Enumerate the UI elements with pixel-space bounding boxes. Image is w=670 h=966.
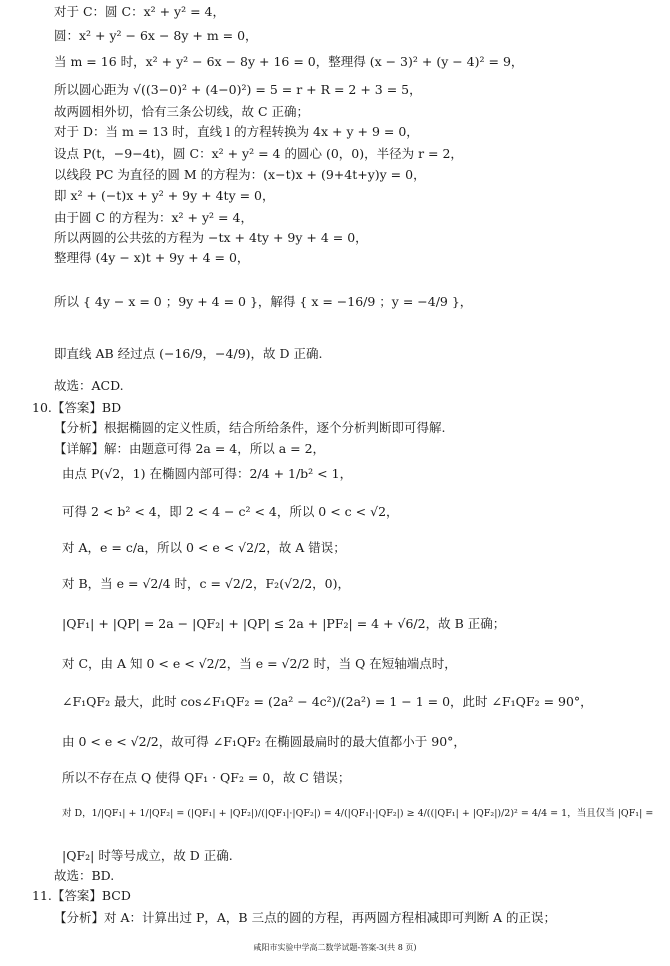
text-line: 所以圆心距为 √((3−0)² + (4−0)²) = 5 = r + R = 2 + 3 = 5， <box>54 82 422 97</box>
text-line: 对于 D：当 m = 13 时，直线 l 的方程转换为 4x + y + 9 = 0， <box>54 124 419 139</box>
detail-line: 【详解】解：由题意可得 2a = 4，所以 a = 2， <box>54 441 326 456</box>
text-line: 整理得 (4y − x)t + 9y + 4 = 0， <box>54 250 250 265</box>
text-line: 由点 P(√2，1) 在椭圆内部可得：2/4 + 1/b² < 1， <box>62 466 353 481</box>
text-line: 所以 { 4y − x = 0 ；9y + 4 = 0 }，解得 { x = −16/9 ；y = −4/9 }， <box>54 294 473 309</box>
text-line: 对于 C：圆 C：x² + y² = 4， <box>54 4 226 19</box>
text-line: 即直线 AB 经过点 (−16/9，−4/9)，故 D 正确. <box>54 346 323 361</box>
text-line: |QF₁| + |QP| = 2a − |QF₂| + |QP| ≤ 2a + |PF₂| = 4 + √6/2，故 B 正确； <box>62 616 506 631</box>
text-line: 对 D，1/|QF₁| + 1/|QF₂| = (|QF₁| + |QF₂|)/(|QF₁|·|QF₂|) = 4/(|QF₁|·|QF₂|) ≥ 4/((|QF₁| + |QF₂|)/2)² = 4/4 = 1，当且仅当 |QF₁| = <box>62 808 654 819</box>
text-line: 故选：ACD. <box>54 378 124 393</box>
text-line: 所以不存在点 Q 使得 QF₁ · QF₂ = 0，故 C 错误； <box>62 770 351 785</box>
text-line: 可得 2 < b² < 4，即 2 < 4 − c² < 4，所以 0 < c < √2， <box>62 504 399 519</box>
text-line: 当 m = 16 时，x² + y² − 6x − 8y + 16 = 0，整理得 (x − 3)² + (y − 4)² = 9， <box>54 54 524 69</box>
text-line: 对 B，当 e = √2/4 时，c = √2/2，F₂(√2/2，0)， <box>62 576 350 591</box>
text-line: 所以两圆的公共弦的方程为 −tx + 4ty + 9y + 4 = 0， <box>54 230 368 245</box>
text-line: 设点 P(t，−9−4t)，圆 C：x² + y² = 4 的圆心 (0，0)，半径为 r = 2， <box>54 146 463 161</box>
text-line: 以线段 PC 为直径的圆 M 的方程为：(x−t)x + (9+4t+y)y = 0， <box>54 167 426 182</box>
analysis-line: 【分析】根据椭圆的定义性质，结合所给条件，逐个分析判断即可得解. <box>54 420 446 435</box>
text-line: 即 x² + (−t)x + y² + 9y + 4ty = 0， <box>54 188 275 203</box>
page-footer: 咸阳市实验中学高二数学试题-答案-3(共 8 页) <box>253 943 417 952</box>
text-line: 故两圆相外切，恰有三条公切线，故 C 正确； <box>54 104 310 119</box>
answer-heading: 10.【答案】BD <box>32 400 122 415</box>
text-line: ∠F₁QF₂ 最大，此时 cos∠F₁QF₂ = (2a² − 4c²)/(2a²) = 1 − 1 = 0，此时 ∠F₁QF₂ = 90°， <box>62 694 593 709</box>
text-line: 圆：x² + y² − 6x − 8y + m = 0， <box>54 28 258 43</box>
answer-heading: 11.【答案】BCD <box>32 888 131 903</box>
text-line: |QF₂| 时等号成立，故 D 正确. <box>62 848 233 863</box>
analysis-line: 【分析】对 A：计算出过 P，A，B 三点的圆的方程，再两圆方程相减即可判断 A 的正误； <box>54 910 557 925</box>
text-line: 由于圆 C 的方程为：x² + y² = 4， <box>54 210 253 225</box>
text-line: 故选：BD. <box>54 868 115 883</box>
text-line: 对 C，由 A 知 0 < e < √2/2，当 e = √2/2 时，当 Q 在短轴端点时， <box>62 656 457 671</box>
text-line: 对 A，e = c/a，所以 0 < e < √2/2，故 A 错误； <box>62 540 346 555</box>
text-line: 由 0 < e < √2/2，故可得 ∠F₁QF₂ 在椭圆最扁时的最大值都小于 90°， <box>62 734 466 749</box>
